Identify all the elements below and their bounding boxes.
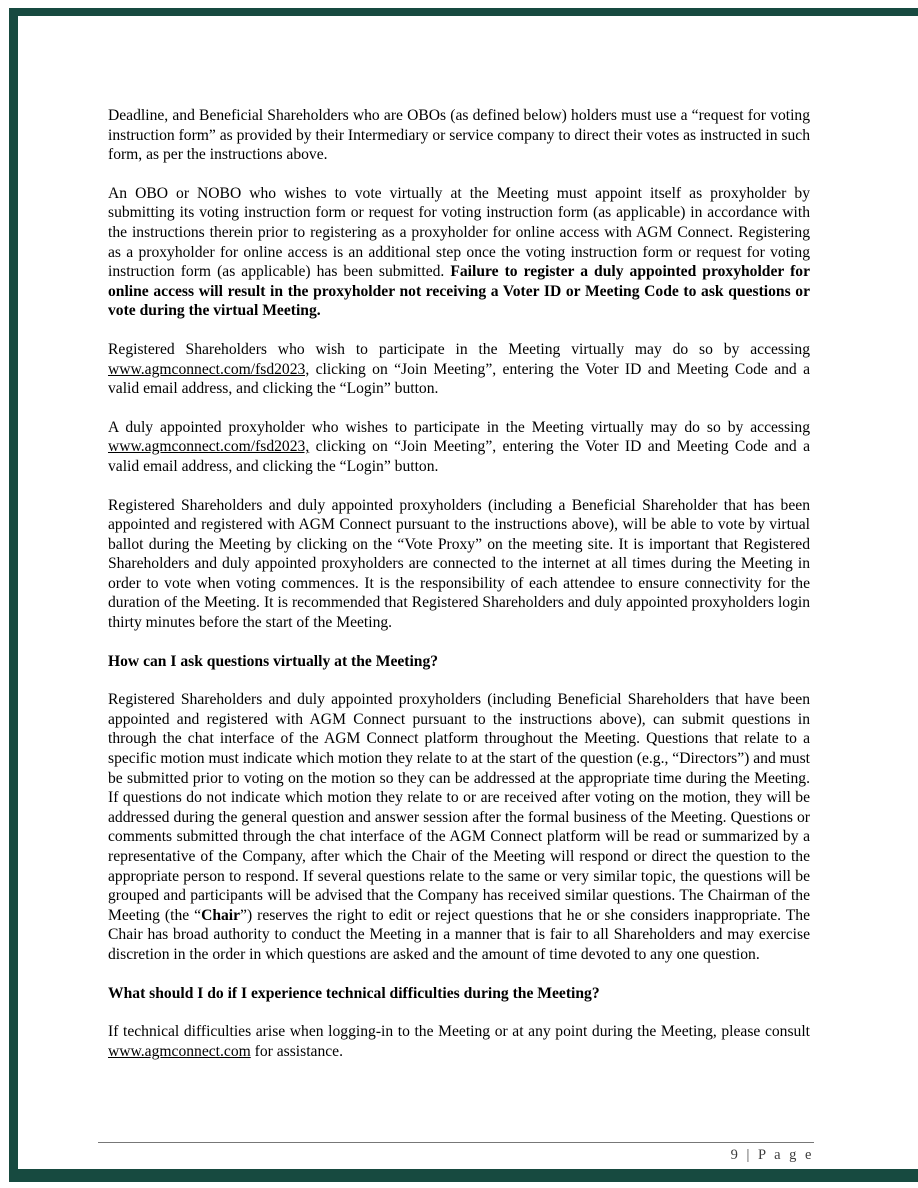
text-run: If technical difficulties arise when logging-in to the Meeting or at any point during the Meeting, please consult (108, 1023, 810, 1041)
hyperlink[interactable]: www.agmconnect.com (108, 1042, 251, 1060)
text-run: clicking on “Join Meeting”, entering the Voter ID and Meeting Code and a valid email address, and clicking the “Login” button. (108, 360, 810, 398)
hyperlink[interactable]: www.agmconnect.com/fsd2023, (108, 438, 310, 456)
paragraph (108, 106, 810, 165)
bold-text-run: How can I ask questions virtually at the Meeting? (108, 652, 439, 670)
text-run: Registered Shareholders who wish to participate in the Meeting virtually may do so by accessing (108, 340, 810, 358)
text-run: ”) reserves the right to edit or reject questions that he or she considers inappropriate. The Chair has broad authority to conduct the Meeting in a manner that is fair to all Shareholders and may exercise discretion in the order in which questions are asked and the amount of time devoted to any one question. (108, 906, 810, 963)
text-run: A duly appointed proxyholder who wishes to participate in the Meeting virtually may do so by accessing (108, 418, 810, 436)
section-heading (108, 984, 810, 1004)
paragraph (108, 418, 810, 477)
paragraph (108, 184, 810, 321)
paragraph (108, 496, 810, 633)
bold-text-run: Failure to register a duly appointed proxyholder for online access will result in the proxyholder not receiving a Voter ID or Meeting Code to ask questions or vote during the virtual Meeting. (108, 263, 810, 320)
text-run: An OBO or NOBO who wishes to vote virtually at the Meeting must appoint itself as proxyholder by submitting its voting instruction form or request for voting instruction form (as applicable) in accordance with the instructions therein prior to registering as a proxyholder for online access with AGM Connect. Registering as a proxyholder for online access is an additional step once the voting instruction form or request for voting instruction form (as applicable) has been submitted. (108, 184, 810, 281)
bold-text-run: Chair (201, 906, 241, 924)
page-footer (98, 1142, 814, 1164)
footer-divider (98, 1142, 814, 1143)
paragraph (108, 690, 810, 964)
text-run: Registered Shareholders and duly appointed proxyholders (including Beneficial Shareholders that have been appointed and registered with AGM Connect pursuant to the instructions above), can submit questions in through the chat interface of the AGM Connect platform throughout the Meeting. Questions that relate to a specific motion must indicate which motion they relate to at the start of the question (e.g., “Directors”) and must be submitted prior to voting on the motion so they can be addressed at the appropriate time during the Meeting. If questions do not indicate which motion they relate to or are received after voting on the motion, they will be addressed during the general question and answer session after the formal business of the Meeting. Questions or comments submitted through the chat interface of the AGM Connect platform will be read or summarized by a representative of the Company, after which the Chair of the Meeting will respond or direct the question to the appropriate person to respond. If several questions relate to the same or very similar topic, the questions will be grouped and participants will be advised that the Company has received similar questions. The Chairman of the Meeting (the “ (108, 691, 810, 924)
hyperlink[interactable]: www.agmconnect.com/fsd2023, (108, 360, 310, 378)
text-run: Deadline, and Beneficial Shareholders who are OBOs (as defined below) holders must use a “request for voting instruction form” as provided by their Intermediary or service company to direct their votes as instructed in such form, as per the instructions above. (108, 107, 810, 164)
paragraph (108, 1022, 810, 1061)
text-run: clicking on “Join Meeting”, entering the Voter ID and Meeting Code and a valid email address, and clicking the “Login” button. (108, 438, 810, 475)
section-heading (108, 652, 810, 672)
document-body (108, 106, 810, 1080)
paragraph (108, 340, 810, 399)
text-run: Registered Shareholders and duly appointed proxyholders (including a Beneficial Shareholder that has been appointed and registered with AGM Connect pursuant to the instructions above), will be able to vote by virtual ballot during the Meeting by clicking on the “Vote Proxy” on the meeting site. It is important that Registered Shareholders and duly appointed proxyholders are connected to the internet at all times during the Meeting in order to vote when voting commences. It is the responsibility of each attendee to ensure connectivity for the duration of the Meeting. It is recommended that Registered Shareholders and duly appointed proxyholders login thirty minutes before the start of the Meeting. (108, 496, 810, 632)
bold-text-run: What should I do if I experience technical difficulties during the Meeting? (108, 984, 600, 1002)
page-number: 9 | P a g e (730, 1147, 814, 1163)
text-run: for assistance. (250, 1042, 343, 1060)
